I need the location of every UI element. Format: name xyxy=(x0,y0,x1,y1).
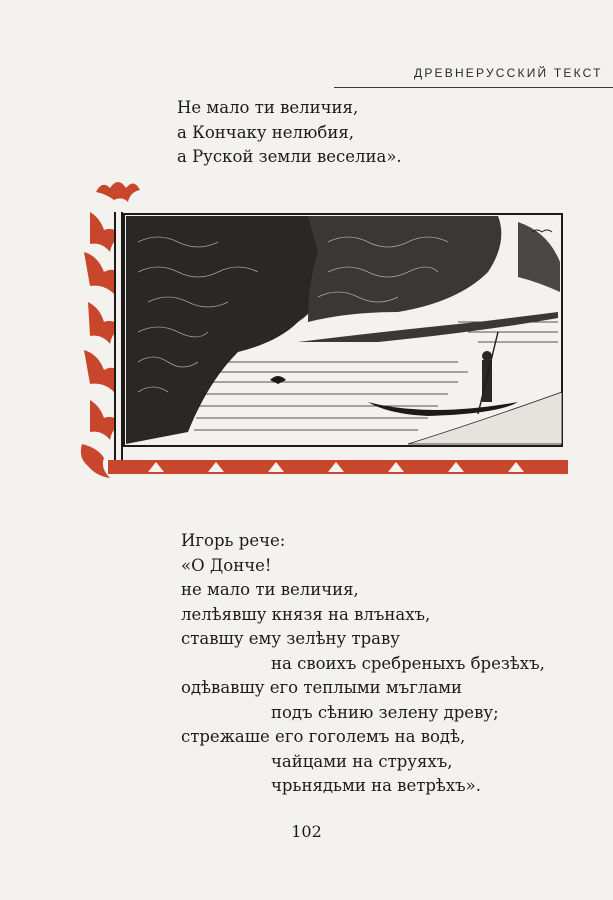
verse-line: а Кончаку нелюбия, xyxy=(177,122,354,142)
stanza-top xyxy=(177,96,402,170)
river-engraving-illustration xyxy=(78,182,568,500)
verse-line: чайцами на струяхъ, xyxy=(271,751,453,771)
verse-line: лелѣявшу князя на влънахъ, xyxy=(181,604,431,624)
verse-line: одѣвавшу его теплыми мъглами xyxy=(181,678,463,697)
verse-line: а Руской земли веселиа». xyxy=(177,147,402,166)
verse-line: ставшу ему зелѣну траву xyxy=(181,629,401,648)
stanza-main xyxy=(181,529,545,799)
header-rule xyxy=(334,87,613,88)
verse-line: на своихъ сребреныхъ брезѣхъ, xyxy=(271,653,545,673)
verse-line: чрьнядьми на ветрѣхъ». xyxy=(271,776,481,795)
running-title: ДРЕВНЕРУССКИЙ ТЕКСТ xyxy=(414,66,603,80)
page-number: 102 xyxy=(291,822,322,841)
verse-line: подъ сѣнию зелену древу; xyxy=(271,702,499,722)
verse-line: стрежаше его гоголемъ на водѣ, xyxy=(181,727,466,746)
verse-line: «О Донче! xyxy=(181,555,272,575)
verse-line: Не мало ти величия, xyxy=(177,98,359,117)
verse-line: Игорь рече: xyxy=(181,531,286,550)
verse-line: не мало ти величия, xyxy=(181,580,359,599)
vertical-strip xyxy=(114,212,123,460)
